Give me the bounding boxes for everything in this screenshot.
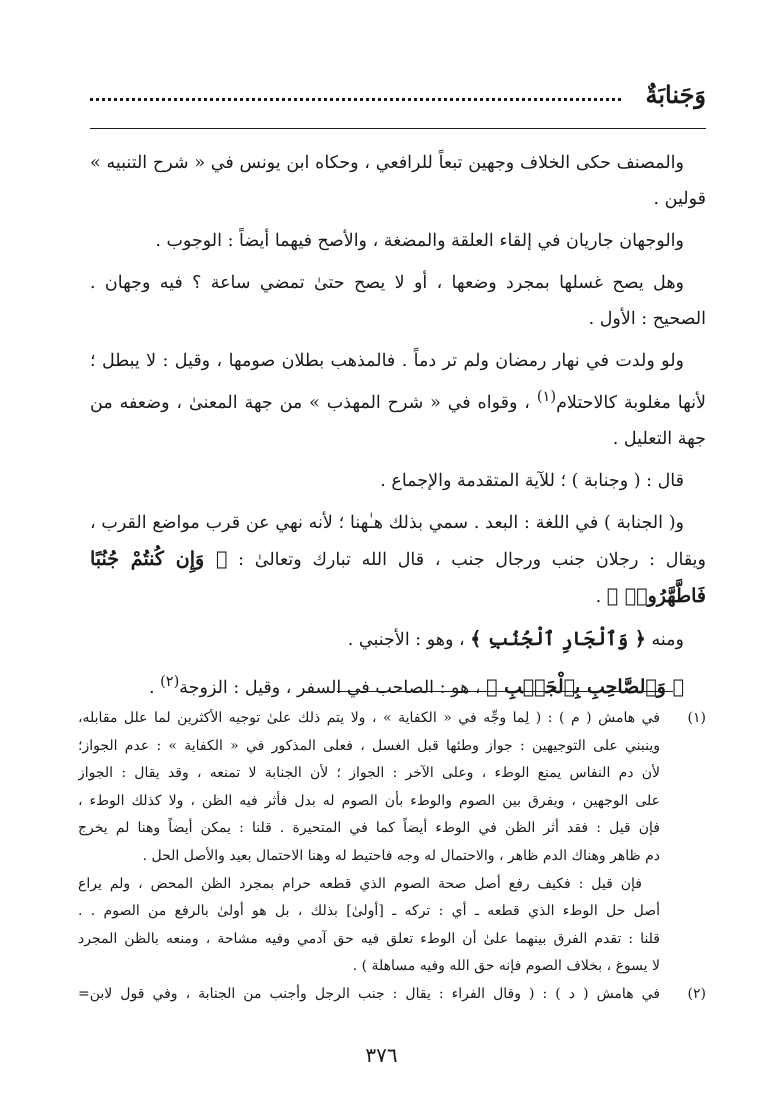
paragraph-2: والوجهان جاريان في إلقاء العلقة والمضغة ، والأصح فيهما أيضاً : الوجوب . [155,231,684,251]
footnote-separator [337,691,673,692]
paragraph-8 [90,664,706,706]
main-text [90,145,706,712]
header-dot-leader [90,98,621,101]
footnote-2 [78,981,706,1009]
footnote-line: وينبني على التوجيهين : جواز وطئها قبل الغسل ، فعلى المذكور في « الكفاية » : عدم الجواز؛ [78,737,660,754]
paragraph-6 [90,505,706,615]
quran-verse-3: ﴿ وَٱلصَّاحِبِ بِٱلْجَنۢبِ ﴾ [486,675,684,698]
paragraph-4-text-a: ولو ولدت في نهار رمضان ولم تر دماً . فالمذهب بطلان صومها ، وقيل : لا يبطل ؛ لأنها مغلوبة كالاحتلام [90,351,706,413]
footnote-line: قلنا : تقدم الفرق بينهما علىٰ أن الوطء تعلق فيه حق آدمي وفيه مشاحة ، ومنعه بالظن المجرد [78,930,660,947]
footnote-line: فإن قيل : فكيف رفع أصل صحة الصوم الذي قطعه حرام بمجرد الظن المحض ، ولم يراع [78,875,642,892]
paragraph-1: والمصنف حكى الخلاف وجهين تبعاً للرافعي ، وحكاه ابن يونس في « شرح التنبيه » قولين . [90,153,706,209]
paragraph-8-text-c: . [148,677,161,698]
header-rule [90,128,706,129]
footnote-line: أصل حل الوطء الذي قطعه ـ أي : تركه ـ [أولىٰ] بذلك ، بل هو أولىٰ بالرفع من الصوم . . [78,903,660,920]
footnote-line: دم ظاهر وهناك الدم ظاهر ، والاحتمال له وجه فاحتيط له وهنا الاحتمال بعيد والأصل الحل . [142,847,660,864]
paragraph-6-text-b: . [595,586,607,607]
running-header [90,80,706,110]
paragraph-6-text-a: و( الجنابة ) في اللغة : البعد . سمي بذلك هـٰهنا ؛ لأنه نهي عن قرب مواضع القرب ، ويقال : رجلان جنب ورجال جنب ، قال الله تبارك وتعالىٰ : [90,512,706,570]
footnotes [78,705,706,1009]
footnote-line: على الوجهين ، ويفرق بين الصوم والوطء بأن الصوم له بدل فأثر فيه الظن ، ولا كذلك الوطء ، [78,792,660,809]
paragraph-4-text-b: ، وقواه في « شرح المهذب » من جهة المعنىٰ ، وضعفه من جهة التعليل . [90,392,706,449]
footnote-ref-1[interactable]: (١) [536,388,557,405]
paragraph-7 [90,621,706,658]
footnote-line: فإن قيل : فقد أثر الظن في الوطء أيضاً كما في المتحيرة . قلنا : يمكن أيضاً وهنا لم يخرج [78,820,660,837]
footnote-1-continued [78,871,706,981]
paragraph-3: وهل يصح غسلها بمجرد وضعها ، أو لا يصح حتىٰ تمضي ساعة ؟ فيه وجهان . الصحيح : الأول . [90,273,706,329]
paragraph-4 [90,343,706,457]
quran-verse-2: ﴿ وَٱلْجَارِ ٱلْجُنُبِ ﴾ [470,627,646,650]
quran-verse-1: ﴿ وَإِن كُنتُمْ جُنُبًا فَاطَّهَّرُوا۟ ﴾ [90,547,706,607]
footnote-1 [78,705,706,871]
running-title: وَجَنابَةٌ [645,80,706,109]
footnote-line: في هامش ( م ) : ( لِما وجِّه في « الكفاية » ، ولا يتم ذلك علىٰ توجيه الأكثرين لما علل مقابله، [78,710,660,726]
page-number: ٣٧٦ [365,1043,398,1067]
footnote-line: لأن دم النفاس يمنع الوطء ، وعلى الآخر : الجواز ؛ لأن الجنابة لا تمنعه ، وقد يقال : الجواز [78,765,660,782]
footnote-line: في هامش ( د ) : ( وقال الفراء : يقال : جنب الرجل وأجنب من الجنابة ، وفي قول لابن= [78,985,660,1002]
footnote-number: (٢) [687,985,706,1002]
footnote-ref-2[interactable]: (٢) [160,672,180,690]
paragraph-7-text-b: ، وهو : الأجنبي . [347,629,471,650]
footnote-line: لا يسوغ ، بخلاف الصوم فإنه حق الله وفيه مساهلة ) . [352,958,660,975]
paragraph-7-text-a: ومنه [645,629,684,650]
footnote-number: (١) [687,710,706,726]
paragraph-8-text-b: ، هو : الصاحب في السفر ، وقيل : الزوجة [179,677,487,698]
paragraph-5: قال : ( وجنابة ) ؛ للآية المتقدمة والإجماع . [380,470,684,491]
